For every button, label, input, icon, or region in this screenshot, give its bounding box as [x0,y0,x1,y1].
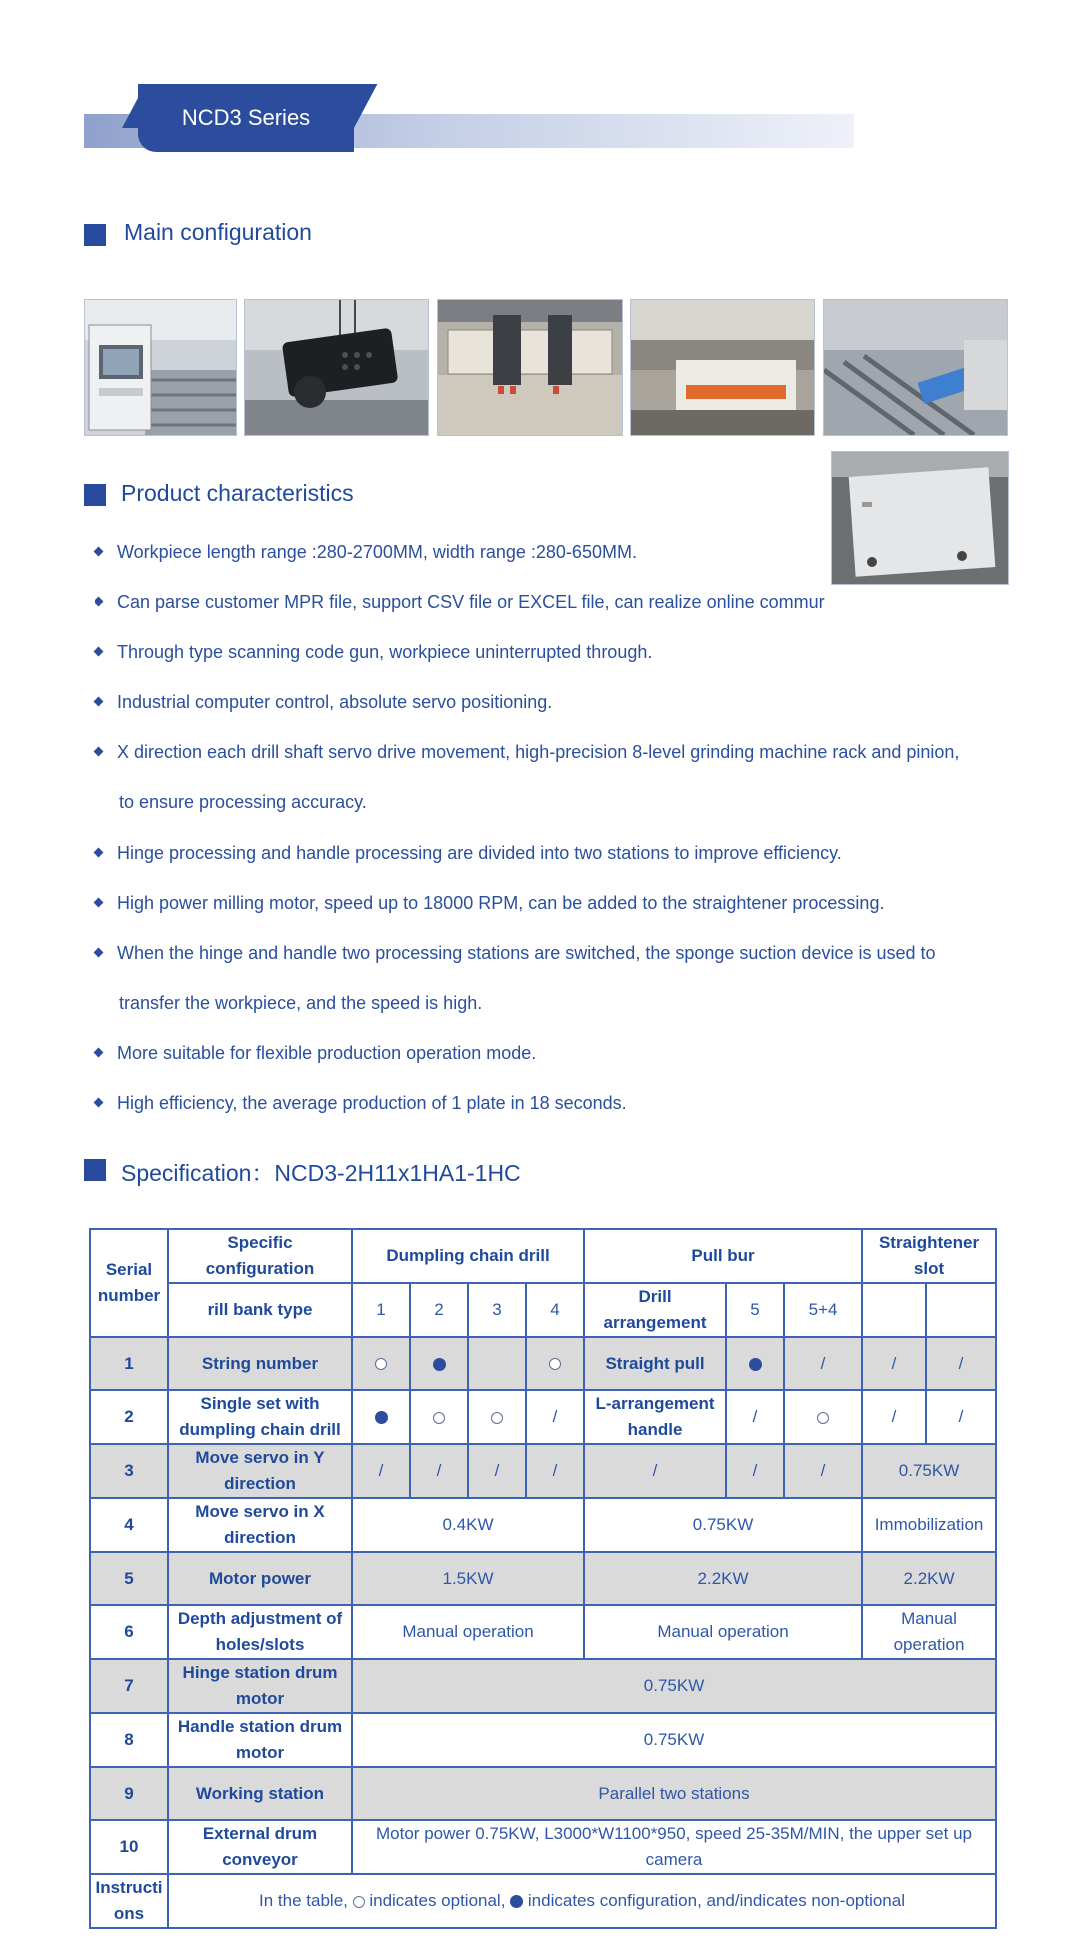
non-optional-mark: / [862,1390,926,1444]
row-label: Motor power [168,1552,352,1605]
section-marker [84,1159,106,1181]
cell-value: 0.4KW [352,1498,584,1552]
row-number: 10 [90,1820,168,1874]
optional-icon [784,1390,862,1444]
table-row [90,1552,996,1605]
non-optional-mark: / [726,1390,784,1444]
row-number: 4 [90,1498,168,1552]
non-optional-mark: / [584,1444,726,1498]
optional-icon [352,1337,410,1390]
non-optional-mark: / [784,1337,862,1390]
table-row [90,1713,996,1767]
bullet-diamond-icon [94,947,104,957]
section-marker [84,224,106,246]
characteristic-item: Can parse customer MPR file, support CSV file or EXCEL file, can realize online commur [95,592,833,613]
row-number: 3 [90,1444,168,1498]
characteristic-item: High power milling motor, speed up to 18000 RPM, can be added to the straightener processing. [95,893,884,914]
non-optional-mark: / [726,1444,784,1498]
bullet-diamond-icon [95,596,103,606]
cell-value: Immobilization [862,1498,996,1552]
cell-value: Manual operation [862,1605,996,1659]
header-col-5: 5 [726,1283,784,1337]
bullet-diamond-icon [94,696,104,706]
characteristic-item: Workpiece length range :280-2700MM, width range :280-650MM. [95,542,637,563]
optional-icon [526,1337,584,1390]
cell-value: 0.75KW [862,1444,996,1498]
row-label: Depth adjustment of holes/slots [168,1605,352,1659]
instructions-label: Instructions [90,1874,168,1928]
bullet-diamond-icon [94,746,104,756]
photo-conveyor [823,299,1008,436]
non-optional-mark: / [926,1390,996,1444]
table-row [90,1390,996,1444]
row-label: External drum conveyor [168,1820,352,1874]
spec-title: Specification：NCD3-2H11x1HA1-1HC [121,1160,521,1186]
non-optional-mark: / [352,1444,410,1498]
table-row [90,1659,996,1713]
instructions-text: In the table, indicates optional, indicates configuration, and/indicates non-optional [168,1874,996,1928]
table-row [90,1767,996,1820]
row-number: 1 [90,1337,168,1390]
header-col-2: 2 [410,1283,468,1337]
configured-icon [410,1337,468,1390]
characteristic-item-continued: to ensure processing accuracy. [119,792,367,812]
row-number: 6 [90,1605,168,1659]
row-label: Move servo in Y direction [168,1444,352,1498]
characteristic-item: Through type scanning code gun, workpiece uninterrupted through. [95,642,652,663]
bullet-diamond-icon [94,1097,104,1107]
row-number: 5 [90,1552,168,1605]
table-header-row [90,1229,996,1283]
characteristic-item: Hinge processing and handle processing are divided into two stations to improve efficiency. [95,843,842,864]
non-optional-mark: / [784,1444,862,1498]
row-number: 7 [90,1659,168,1713]
table-subheader-row [90,1283,996,1337]
cell-value: Parallel two stations [352,1767,996,1820]
cell-value: 1.5KW [352,1552,584,1605]
bullet-diamond-icon [94,847,104,857]
optional-icon [353,1896,365,1908]
bullet-diamond-icon [94,546,104,556]
spec-table [89,1228,997,1929]
header-rill: rill bank type [168,1283,352,1337]
header-serial: Serial number [90,1229,168,1337]
cell-value: 0.75KW [584,1498,862,1552]
non-optional-mark: / [526,1390,584,1444]
characteristic-item: X direction each drill shaft servo drive movement, high-precision 8-level grinding machine rack and pinion, [95,742,959,763]
cell-value: Manual operation [584,1605,862,1659]
cell-value: 2.2KW [584,1552,862,1605]
row-label: Handle station drum motor [168,1713,352,1767]
optional-icon [410,1390,468,1444]
non-optional-mark: / [926,1337,996,1390]
header-col-4: 4 [526,1283,584,1337]
configured-icon [726,1337,784,1390]
characteristic-item: More suitable for flexible production operation mode. [95,1043,536,1064]
header-empty [862,1283,926,1337]
photo-panel-closeup [831,451,1009,585]
header-straightener: Straightener slot [862,1229,996,1283]
cell-value: 2.2KW [862,1552,996,1605]
row-label: Move servo in X direction [168,1498,352,1552]
characteristic-item: When the hinge and handle two processing stations are switched, the sponge suction device is used to [95,943,936,964]
row-label: Hinge station drum motor [168,1659,352,1713]
non-optional-mark: / [526,1444,584,1498]
photo-control-panel [84,299,237,436]
row-number: 9 [90,1767,168,1820]
cell-value: 0.75KW [352,1713,996,1767]
header-col-3: 3 [468,1283,526,1337]
table-row-instructions [90,1874,996,1928]
table-row [90,1444,996,1498]
bullet-diamond-icon [94,646,104,656]
cell-value: 0.75KW [352,1659,996,1713]
cell-value: Motor power 0.75KW, L3000*W1100*950, speed 25-35M/MIN, the upper set up camera [352,1820,996,1874]
non-optional-mark: / [862,1337,926,1390]
header-col-5plus4: 5+4 [784,1283,862,1337]
characteristic-item: High efficiency, the average production of 1 plate in 18 seconds. [95,1093,627,1114]
table-row [90,1605,996,1659]
row-number: 8 [90,1713,168,1767]
table-row [90,1820,996,1874]
bullet-diamond-icon [94,1047,104,1057]
header-pullbur: Pull bur [584,1229,862,1283]
main-config-title: Main configuration [124,219,312,245]
photo-gantry [437,299,623,436]
row-label: Single set with dumpling chain drill [168,1390,352,1444]
characteristic-item-continued: transfer the workpiece, and the speed is high. [119,993,483,1013]
characteristics-title: Product characteristics [121,480,354,506]
non-optional-mark: / [410,1444,468,1498]
header-dumpling: Dumpling chain drill [352,1229,584,1283]
series-title: NCD3 Series [138,84,354,152]
header-drill-arrangement: Drill arrangement [584,1283,726,1337]
cell-value: Manual operation [352,1605,584,1659]
photo-drill-head [244,299,429,436]
header-specific: Specific configuration [168,1229,352,1283]
cell-value: L-arrangement handle [584,1390,726,1444]
photo-suction-device [630,299,815,436]
optional-icon [468,1390,526,1444]
row-label: String number [168,1337,352,1390]
row-label: Working station [168,1767,352,1820]
characteristic-item: Industrial computer control, absolute servo positioning. [95,692,552,713]
table-row [90,1498,996,1552]
empty-cell [468,1337,526,1390]
configured-icon [510,1895,523,1908]
header-empty [926,1283,996,1337]
header-col-1: 1 [352,1283,410,1337]
bullet-diamond-icon [94,897,104,907]
cell-value: Straight pull [584,1337,726,1390]
non-optional-mark: / [468,1444,526,1498]
table-row [90,1337,996,1390]
row-number: 2 [90,1390,168,1444]
configured-icon [352,1390,410,1444]
section-marker [84,484,106,506]
